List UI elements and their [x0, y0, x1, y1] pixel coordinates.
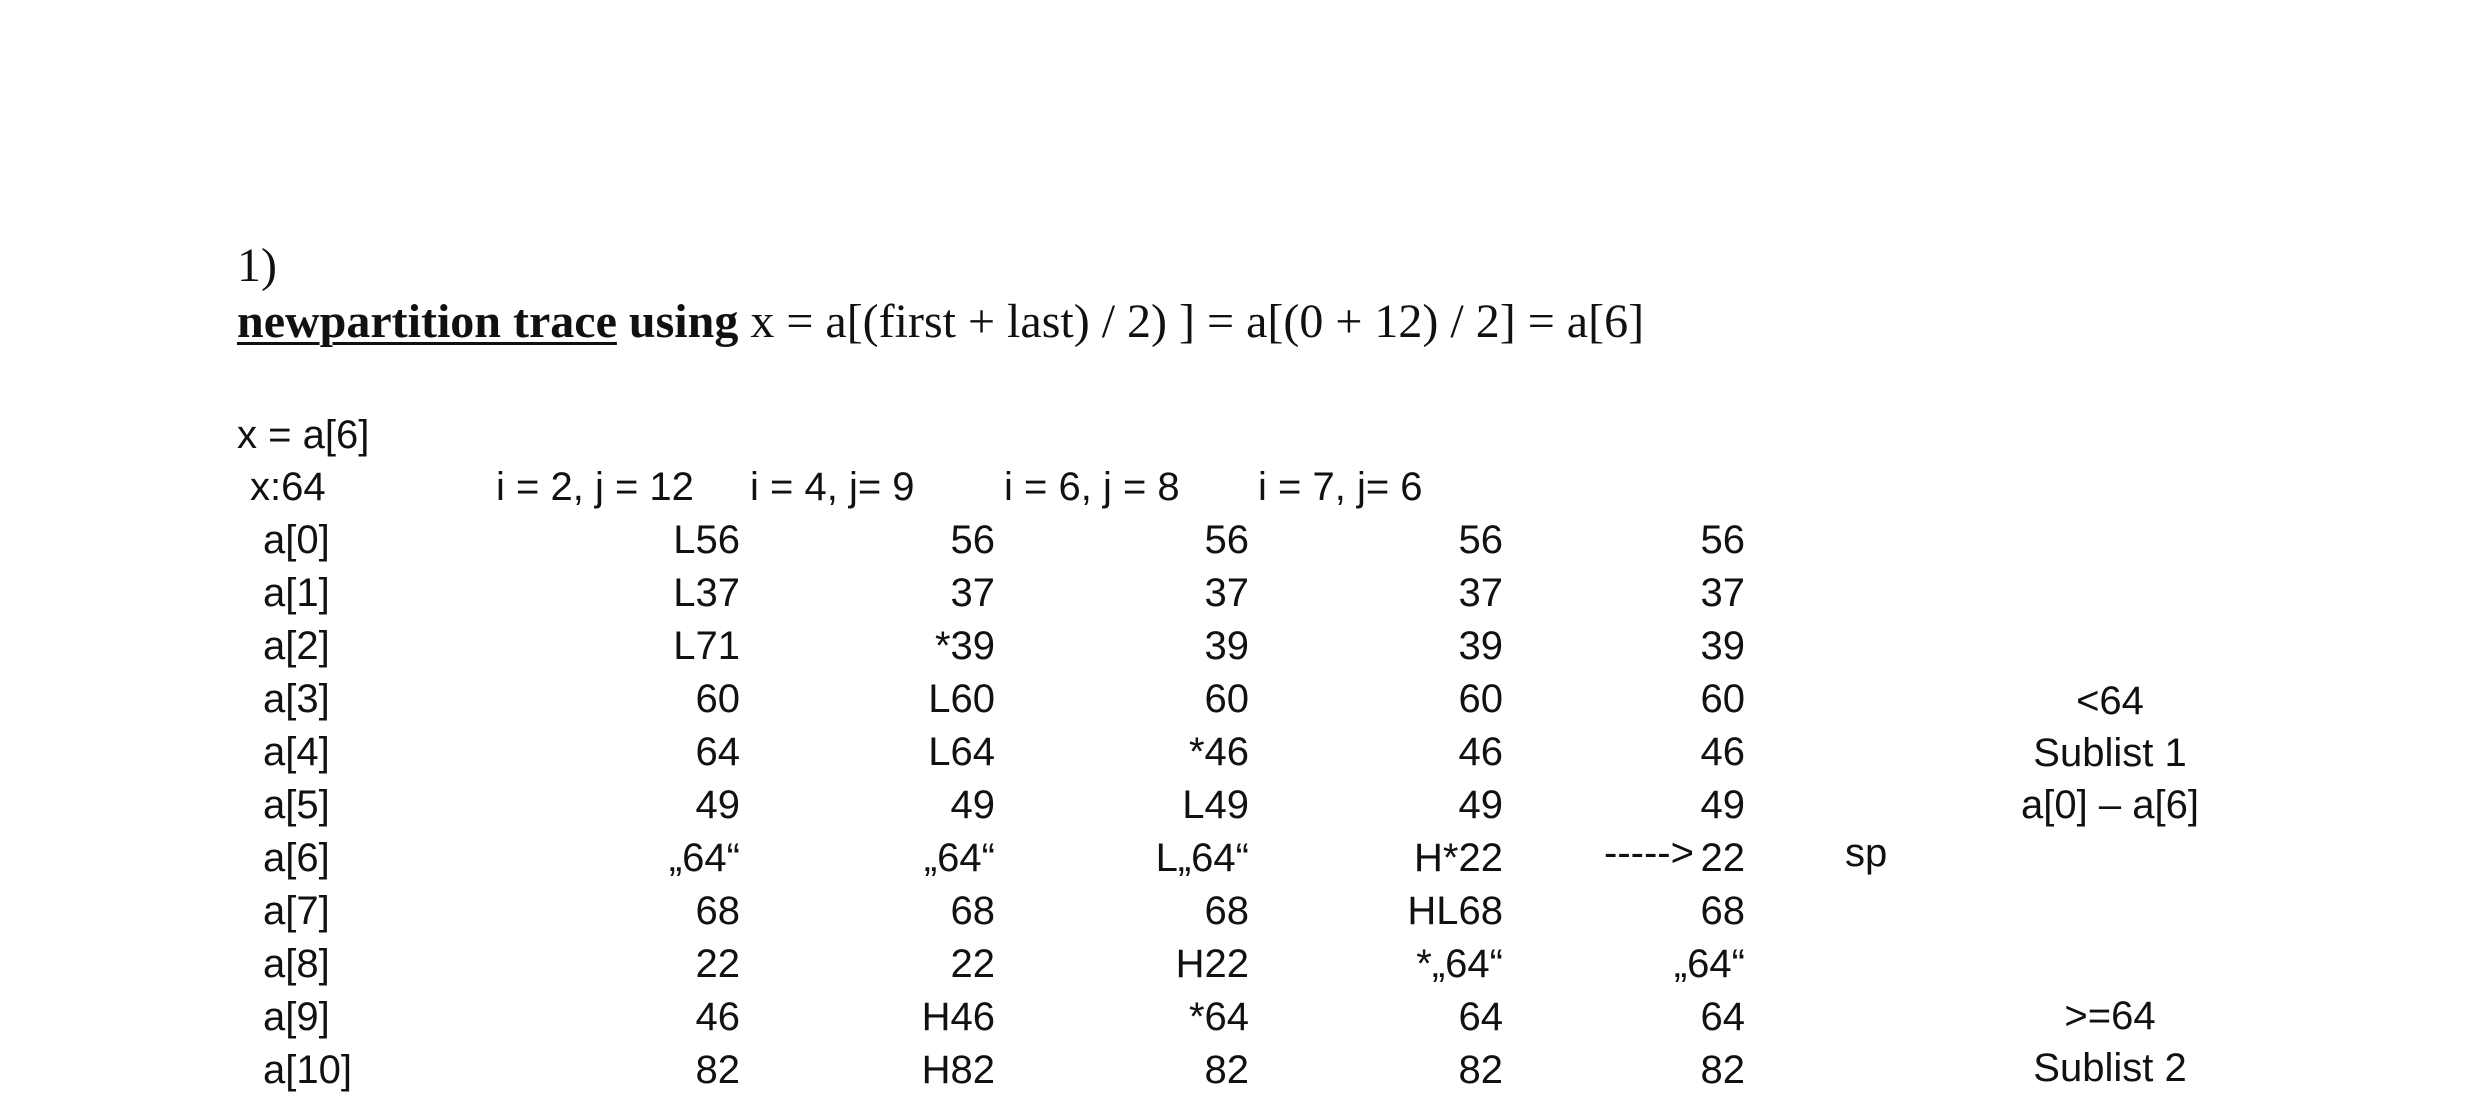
- table-cell: 64: [1458, 995, 1503, 1039]
- heading-using: using: [628, 295, 739, 348]
- table-cell: L„64“: [1155, 836, 1249, 880]
- table-cell: 60: [695, 677, 740, 721]
- row-label: a[2]: [263, 624, 330, 668]
- table-cell: 56: [1700, 518, 1745, 562]
- table-cell: H46: [921, 995, 995, 1039]
- table-cell: L64: [928, 730, 995, 774]
- row-label: a[1]: [263, 571, 330, 615]
- sublist2-name: Sublist 2: [2033, 1046, 2187, 1090]
- table-cell: HL68: [1407, 889, 1503, 933]
- table-cell: H82: [921, 1048, 995, 1092]
- iteration-header: i = 7, j= 6: [1258, 465, 1423, 509]
- table-cell: *39: [934, 624, 995, 668]
- table-cell: 68: [695, 889, 740, 933]
- table-cell: 22: [695, 942, 740, 986]
- table-cell: 46: [1458, 730, 1503, 774]
- table-cell: 37: [950, 571, 995, 615]
- table-cell: 68: [1204, 889, 1249, 933]
- table-cell: L56: [673, 518, 740, 562]
- table-cell: *64: [1188, 995, 1249, 1039]
- sublist1-condition: <64: [2076, 679, 2144, 723]
- table-cell: H*22: [1414, 836, 1503, 880]
- row-label: a[9]: [263, 995, 330, 1039]
- row-label: a[6]: [263, 836, 330, 880]
- table-cell: 22: [950, 942, 995, 986]
- sublist2-condition: >=64: [2064, 994, 2156, 1038]
- row-label: a[8]: [263, 942, 330, 986]
- table-cell: 60: [1700, 677, 1745, 721]
- table-cell: H22: [1175, 942, 1249, 986]
- heading-title: newpartition trace: [237, 295, 617, 348]
- table-cell: 60: [1458, 677, 1503, 721]
- pivot-line: x = a[6]: [237, 413, 370, 457]
- heading: [237, 294, 1644, 349]
- table-cell: 82: [1700, 1048, 1745, 1092]
- table-cell: L60: [928, 677, 995, 721]
- table-cell: 64: [695, 730, 740, 774]
- table-cell: 39: [1204, 624, 1249, 668]
- row-label: a[3]: [263, 677, 330, 721]
- table-cell: 39: [1458, 624, 1503, 668]
- table-cell: 56: [1204, 518, 1249, 562]
- row-label: a[5]: [263, 783, 330, 827]
- table-cell: 49: [695, 783, 740, 827]
- table-cell: 49: [1458, 783, 1503, 827]
- table-cell: 68: [950, 889, 995, 933]
- sublist1-range: a[0] – a[6]: [2021, 783, 2199, 827]
- table-cell: 46: [695, 995, 740, 1039]
- table-cell: 64: [1700, 995, 1745, 1039]
- iteration-header: i = 6, j = 8: [1004, 465, 1180, 509]
- table-cell: 49: [1700, 783, 1745, 827]
- table-cell: 37: [1458, 571, 1503, 615]
- table-cell: 46: [1700, 730, 1745, 774]
- iteration-header: i = 2, j = 12: [496, 465, 694, 509]
- table-cell: 56: [950, 518, 995, 562]
- table-cell: *„64“: [1416, 942, 1503, 986]
- row-label: a[4]: [263, 730, 330, 774]
- table-cell: 82: [695, 1048, 740, 1092]
- swap-arrow: ----->: [1604, 831, 1694, 875]
- problem-number: 1): [237, 239, 277, 292]
- table-cell: L49: [1182, 783, 1249, 827]
- split-point-label: sp: [1845, 831, 1888, 875]
- table-cell: „64“: [1673, 942, 1745, 986]
- table-cell: 37: [1204, 571, 1249, 615]
- table-cell: 49: [950, 783, 995, 827]
- row-label: a[10]: [263, 1048, 352, 1092]
- table-cell: „64“: [923, 836, 995, 880]
- row-label: a[7]: [263, 889, 330, 933]
- table-cell: L71: [673, 624, 740, 668]
- sublist1-name: Sublist 1: [2033, 731, 2187, 775]
- table-cell: L37: [673, 571, 740, 615]
- pivot-value-label: x:64: [250, 465, 326, 509]
- table-cell: 82: [1204, 1048, 1249, 1092]
- table-cell: 22: [1700, 836, 1745, 880]
- table-cell: 68: [1700, 889, 1745, 933]
- table-cell: 56: [1458, 518, 1503, 562]
- table-cell: 39: [1700, 624, 1745, 668]
- table-cell: „64“: [668, 836, 740, 880]
- table-cell: 60: [1204, 677, 1249, 721]
- iteration-header: i = 4, j= 9: [750, 465, 915, 509]
- table-cell: *46: [1188, 730, 1249, 774]
- heading-formula: x = a[(first + last) / 2) ] = a[(0 + 12) / 2] = a[6]: [750, 295, 1645, 348]
- table-cell: 82: [1458, 1048, 1503, 1092]
- row-label: a[0]: [263, 518, 330, 562]
- table-cell: 37: [1700, 571, 1745, 615]
